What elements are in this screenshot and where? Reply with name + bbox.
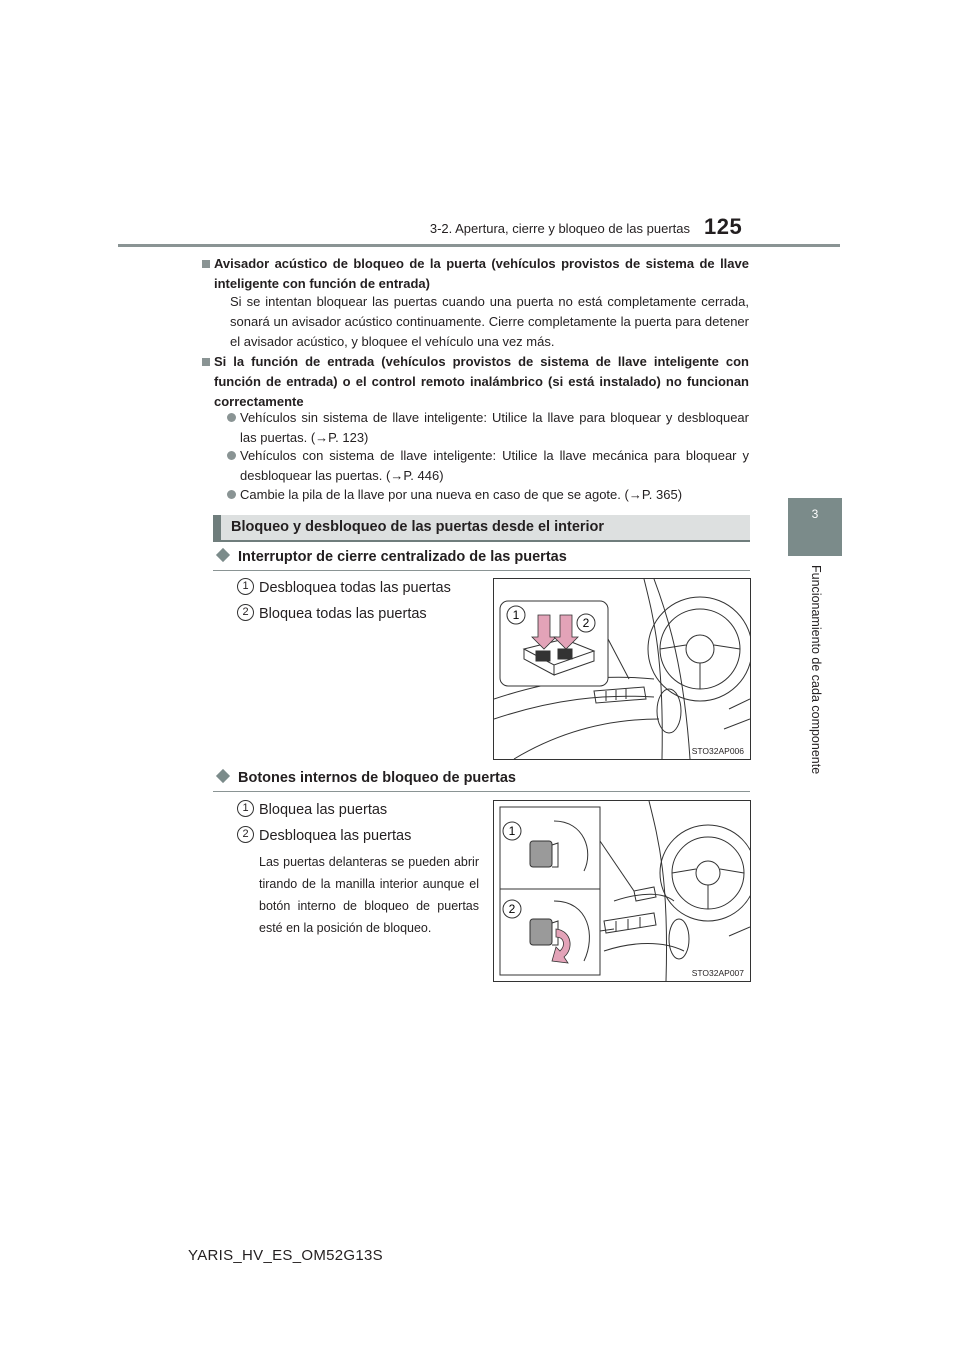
figure-code: STO32AP007 [691,968,744,978]
item-label: Desbloquea las puertas [259,828,412,844]
note-1-title: Avisador acústico de bloqueo de la puerta (vehículos provistos de sistema de llave inteligente con función de entrada) [214,254,749,294]
chapter-number: 3 [811,507,819,521]
figure-door-lock-switch [493,578,751,760]
subsection-2-rule [213,791,750,792]
round-bullet-icon [227,490,236,499]
section-accent-bar [213,515,221,541]
callout-2: 2 [508,902,516,916]
item-label: Bloquea todas las puertas [259,606,427,622]
note-2-bullet-3: Cambie la pila de la llave por una nueva en caso de que se agote. (→P. 365) [240,485,749,505]
item-label: Bloquea las puertas [259,802,388,818]
diamond-icon [216,769,230,783]
item-number-circle: 2 [237,826,254,843]
header-rule [118,244,840,247]
note-1-body: Si se intentan bloquear las puertas cuando una puerta no está completamente cerrada, sonará un avisador acústico continuamente. Cierre completamente la puerta para detener el avisador acústico, y bloquee el vehículo una vez más. [230,294,749,349]
document-code-footer: YARIS_HV_ES_OM52G13S [188,1247,383,1264]
figure-door-lock-buttons [493,800,751,982]
note-2-bullet-2: Vehículos con sistema de llave inteligente: Utilice la llave mecánica para bloquear y desbloquear las puertas. (→P. 446) [240,446,749,486]
callout-1: 1 [512,608,520,622]
item-number-circle: 2 [237,604,254,621]
door-lock-switch-illustration [494,579,750,759]
item-number-circle: 1 [237,800,254,817]
chapter-side-label [806,565,826,790]
door-lock-buttons-illustration [494,801,750,981]
item-label: Desbloquea todas las puertas [259,580,451,596]
diamond-icon [216,548,230,562]
callout-2: 2 [582,616,590,630]
subsection-1-heading: Interruptor de cierre centralizado de las puertas [218,549,567,565]
square-bullet-icon [202,358,210,366]
figure-code: STO32AP006 [691,746,744,756]
subsection-2-heading: Botones internos de bloqueo de puertas [218,770,516,786]
subsection-2-note: Las puertas delanteras se pueden abrir tirando de la manilla interior aunque el botón interno de bloqueo de puertas esté en la posición de bloqueo. [259,855,479,935]
round-bullet-icon [227,451,236,460]
item-number-circle: 1 [237,578,254,595]
chapter-label: Funcionamiento de cada componente [809,565,823,775]
header-section-title: 3-2. Apertura, cierre y bloqueo de las puertas [429,221,690,236]
round-bullet-icon [227,413,236,422]
chapter-tab [788,498,842,556]
square-bullet-icon [202,260,210,268]
note-2-title: Si la función de entrada (vehículos provistos de sistema de llave inteligente con función de entrada) o el control remoto inalámbrico (si está instalado) no funcionan correctamente [214,352,749,412]
section-rule [213,540,750,542]
section-title: Bloqueo y desbloqueo de las puertas desde el interior [231,519,605,535]
page-number: 125 [704,214,743,239]
section-header [213,515,750,541]
subsection-1-rule [213,570,750,571]
callout-1: 1 [508,824,516,838]
note-2-bullet-1: Vehículos sin sistema de llave inteligente: Utilice la llave para bloquear y desbloquear las puertas. (→P. 123) [240,408,749,448]
